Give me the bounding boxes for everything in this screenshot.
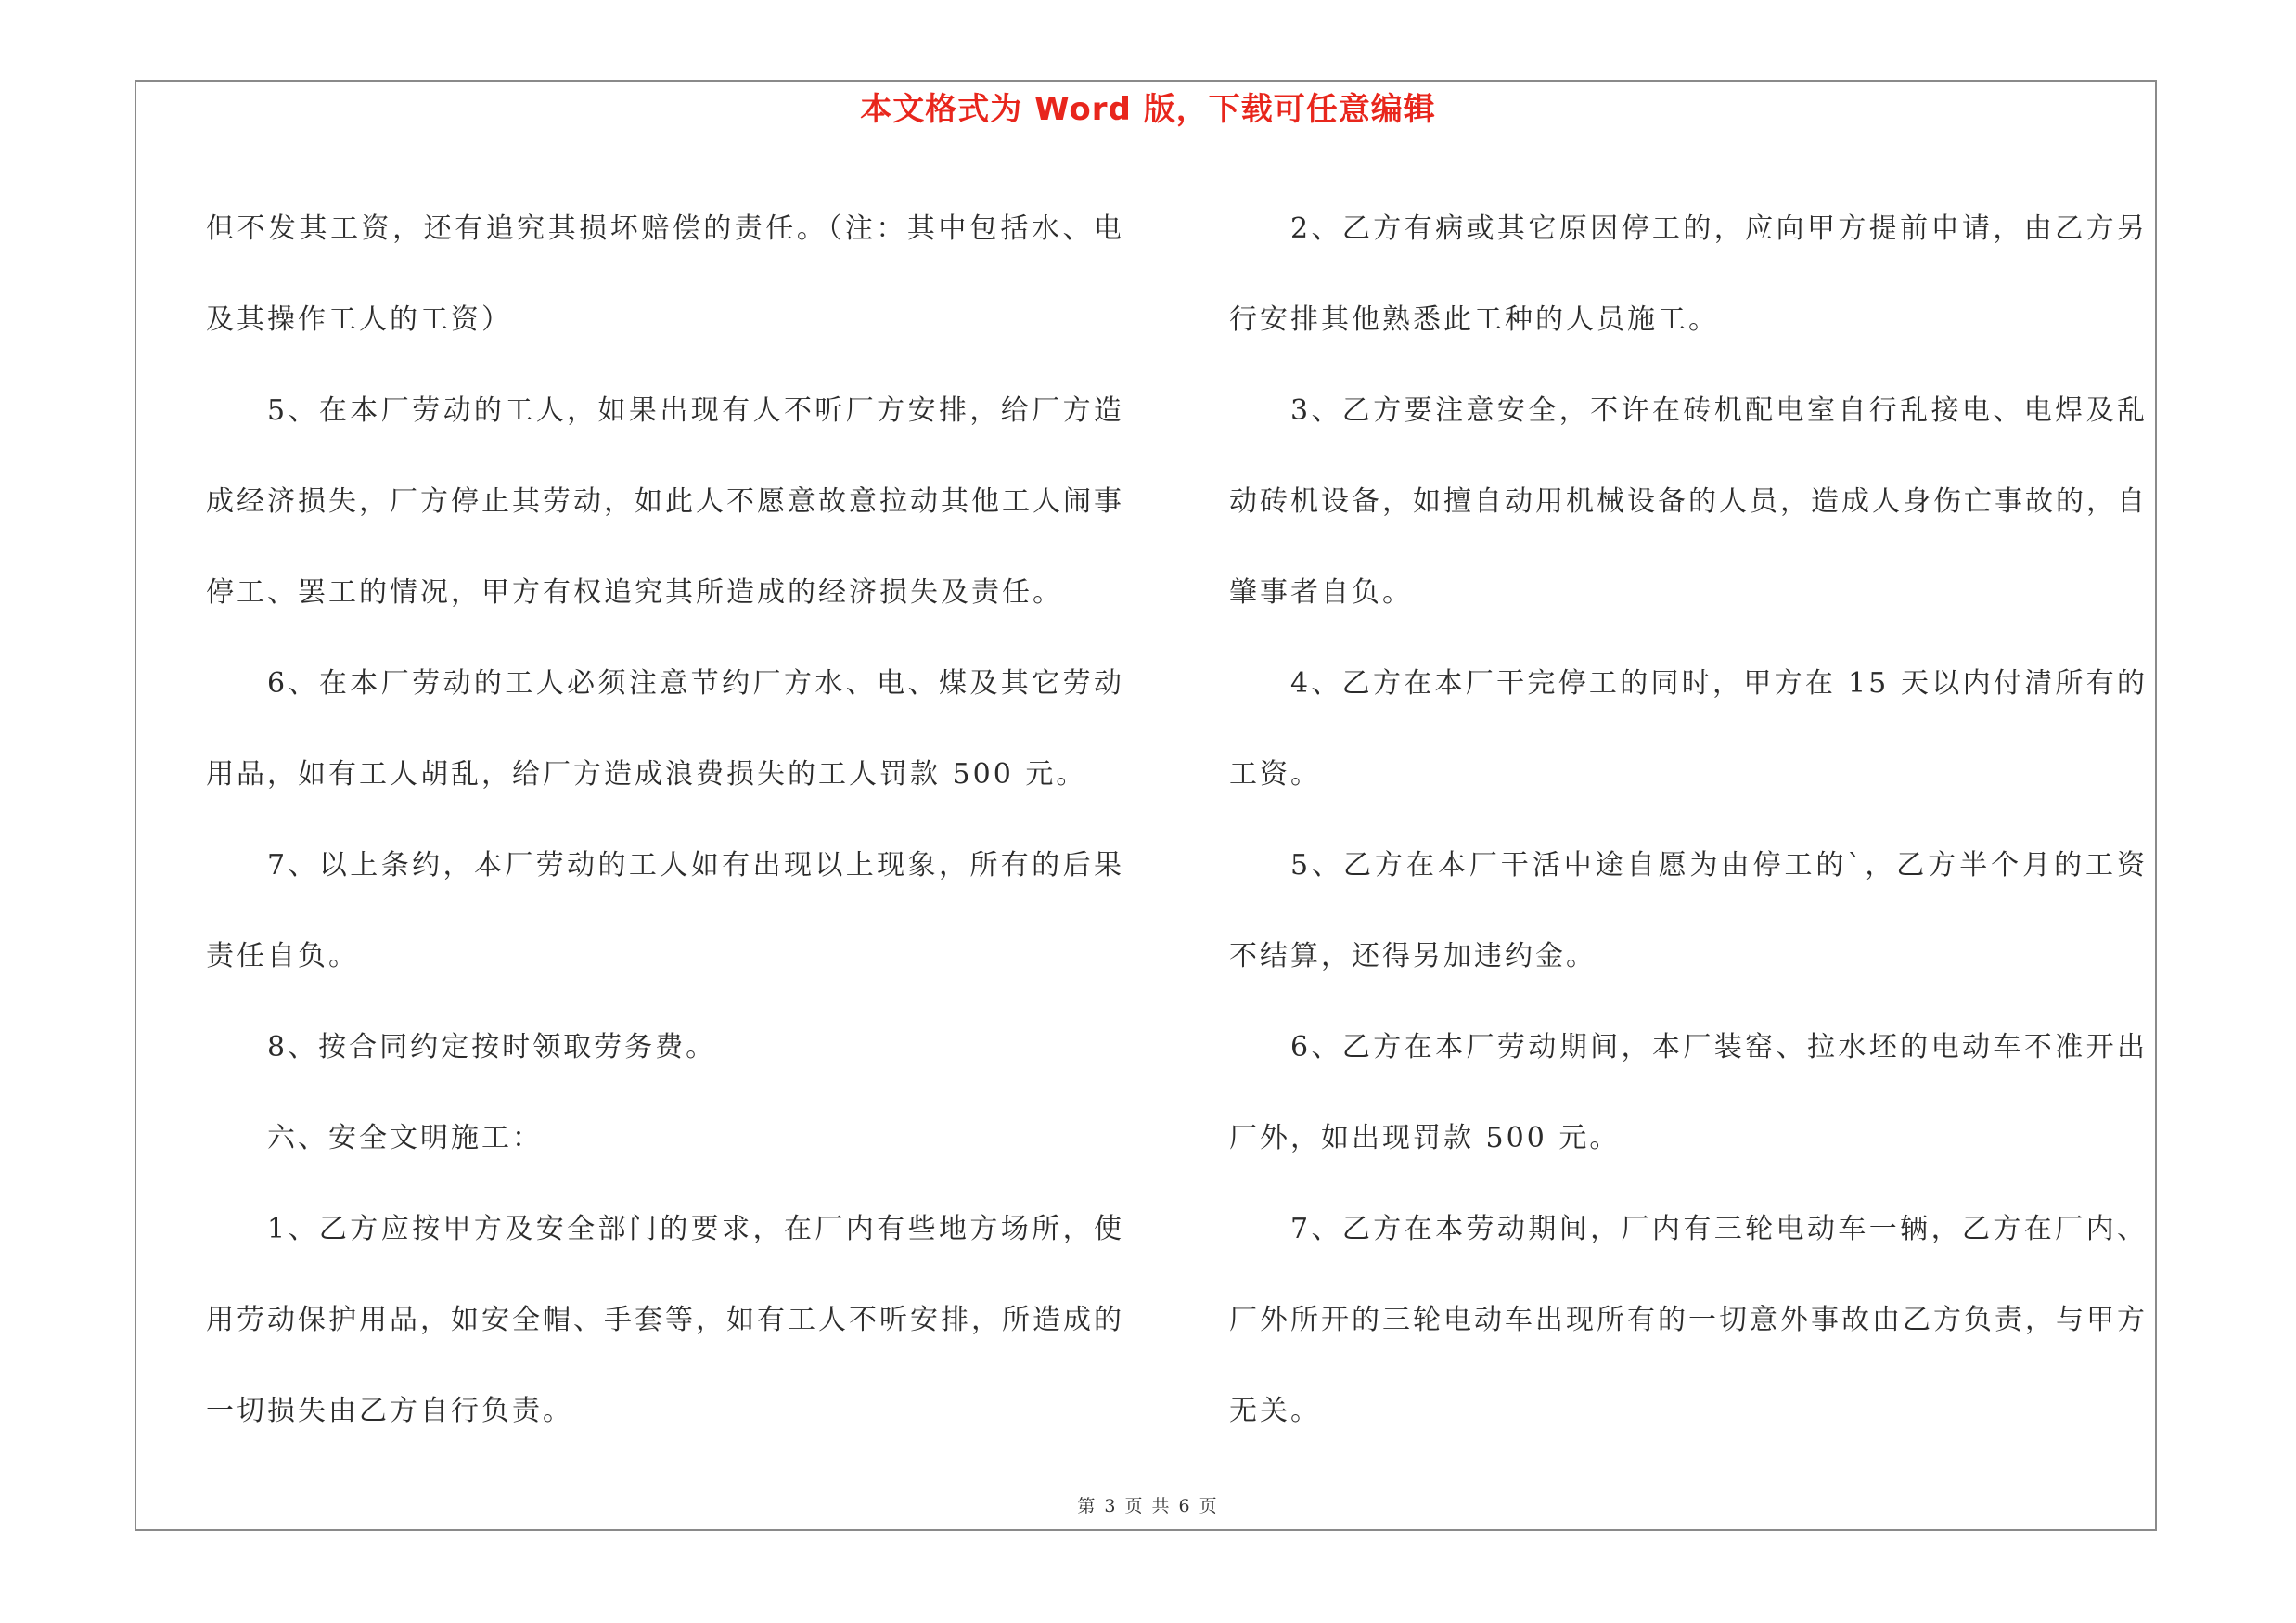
paragraph: 六、安全文明施工：	[267, 1122, 543, 1154]
paragraph: 8、按合同约定按时领取劳务费。	[267, 1031, 717, 1063]
paragraph: 2、乙方有病或其它原因停工的，应向甲方提前申请，由乙方另行安排其他熟悉此工种的人员施工。	[1229, 213, 2148, 336]
left-column	[206, 184, 1124, 1457]
paragraph: 3、乙方要注意安全，不许在砖机配电室自行乱接电、电焊及乱动砖机设备，如擅自动用机械设备的人员，造成人身伤亡事故的，自肇事者自负。	[1229, 394, 2148, 609]
paragraph: 5、乙方在本厂干活中途自愿为由停工的`，乙方半个月的工资不结算，还得另加违约金。	[1229, 849, 2148, 973]
page-footer: 第 3 页 共 6 页	[1077, 1496, 1219, 1516]
paragraph: 6、在本厂劳动的工人必须注意节约厂方水、电、煤及其它劳动用品，如有工人胡乱，给厂方造成浪费损失的工人罚款 500 元。	[206, 667, 1124, 791]
paragraph: 1、乙方应按甲方及安全部门的要求，在厂内有些地方场所，使用劳动保护用品，如安全帽、手套等，如有工人不听安排，所造成的一切损失由乙方自行负责。	[206, 1213, 1124, 1427]
paragraph: 7、以上条约，本厂劳动的工人如有出现以上现象，所有的后果责任自负。	[206, 849, 1124, 973]
paragraph: 4、乙方在本厂干完停工的同时，甲方在 15 天以内付清所有的工资。	[1229, 667, 2148, 791]
paragraph: 但不发其工资，还有追究其损坏赔偿的责任。（注：其中包括水、电及其操作工人的工资）	[206, 213, 1124, 336]
right-column	[1229, 184, 2148, 1457]
paragraph: 5、在本厂劳动的工人，如果出现有人不听厂方安排，给厂方造成经济损失，厂方停止其劳动，如此人不愿意故意拉动其他工人闹事停工、罢工的情况，甲方有权追究其所造成的经济损失及责任。	[206, 394, 1124, 609]
format-banner: 本文格式为 Word 版，下载可任意编辑	[860, 91, 1436, 128]
paragraph: 6、乙方在本厂劳动期间，本厂装窑、拉水坯的电动车不准开出厂外，如出现罚款 500 元。	[1229, 1031, 2148, 1154]
paragraph: 7、乙方在本劳动期间，厂内有三轮电动车一辆，乙方在厂内、厂外所开的三轮电动车出现所有的一切意外事故由乙方负责，与甲方无关。	[1229, 1213, 2148, 1427]
